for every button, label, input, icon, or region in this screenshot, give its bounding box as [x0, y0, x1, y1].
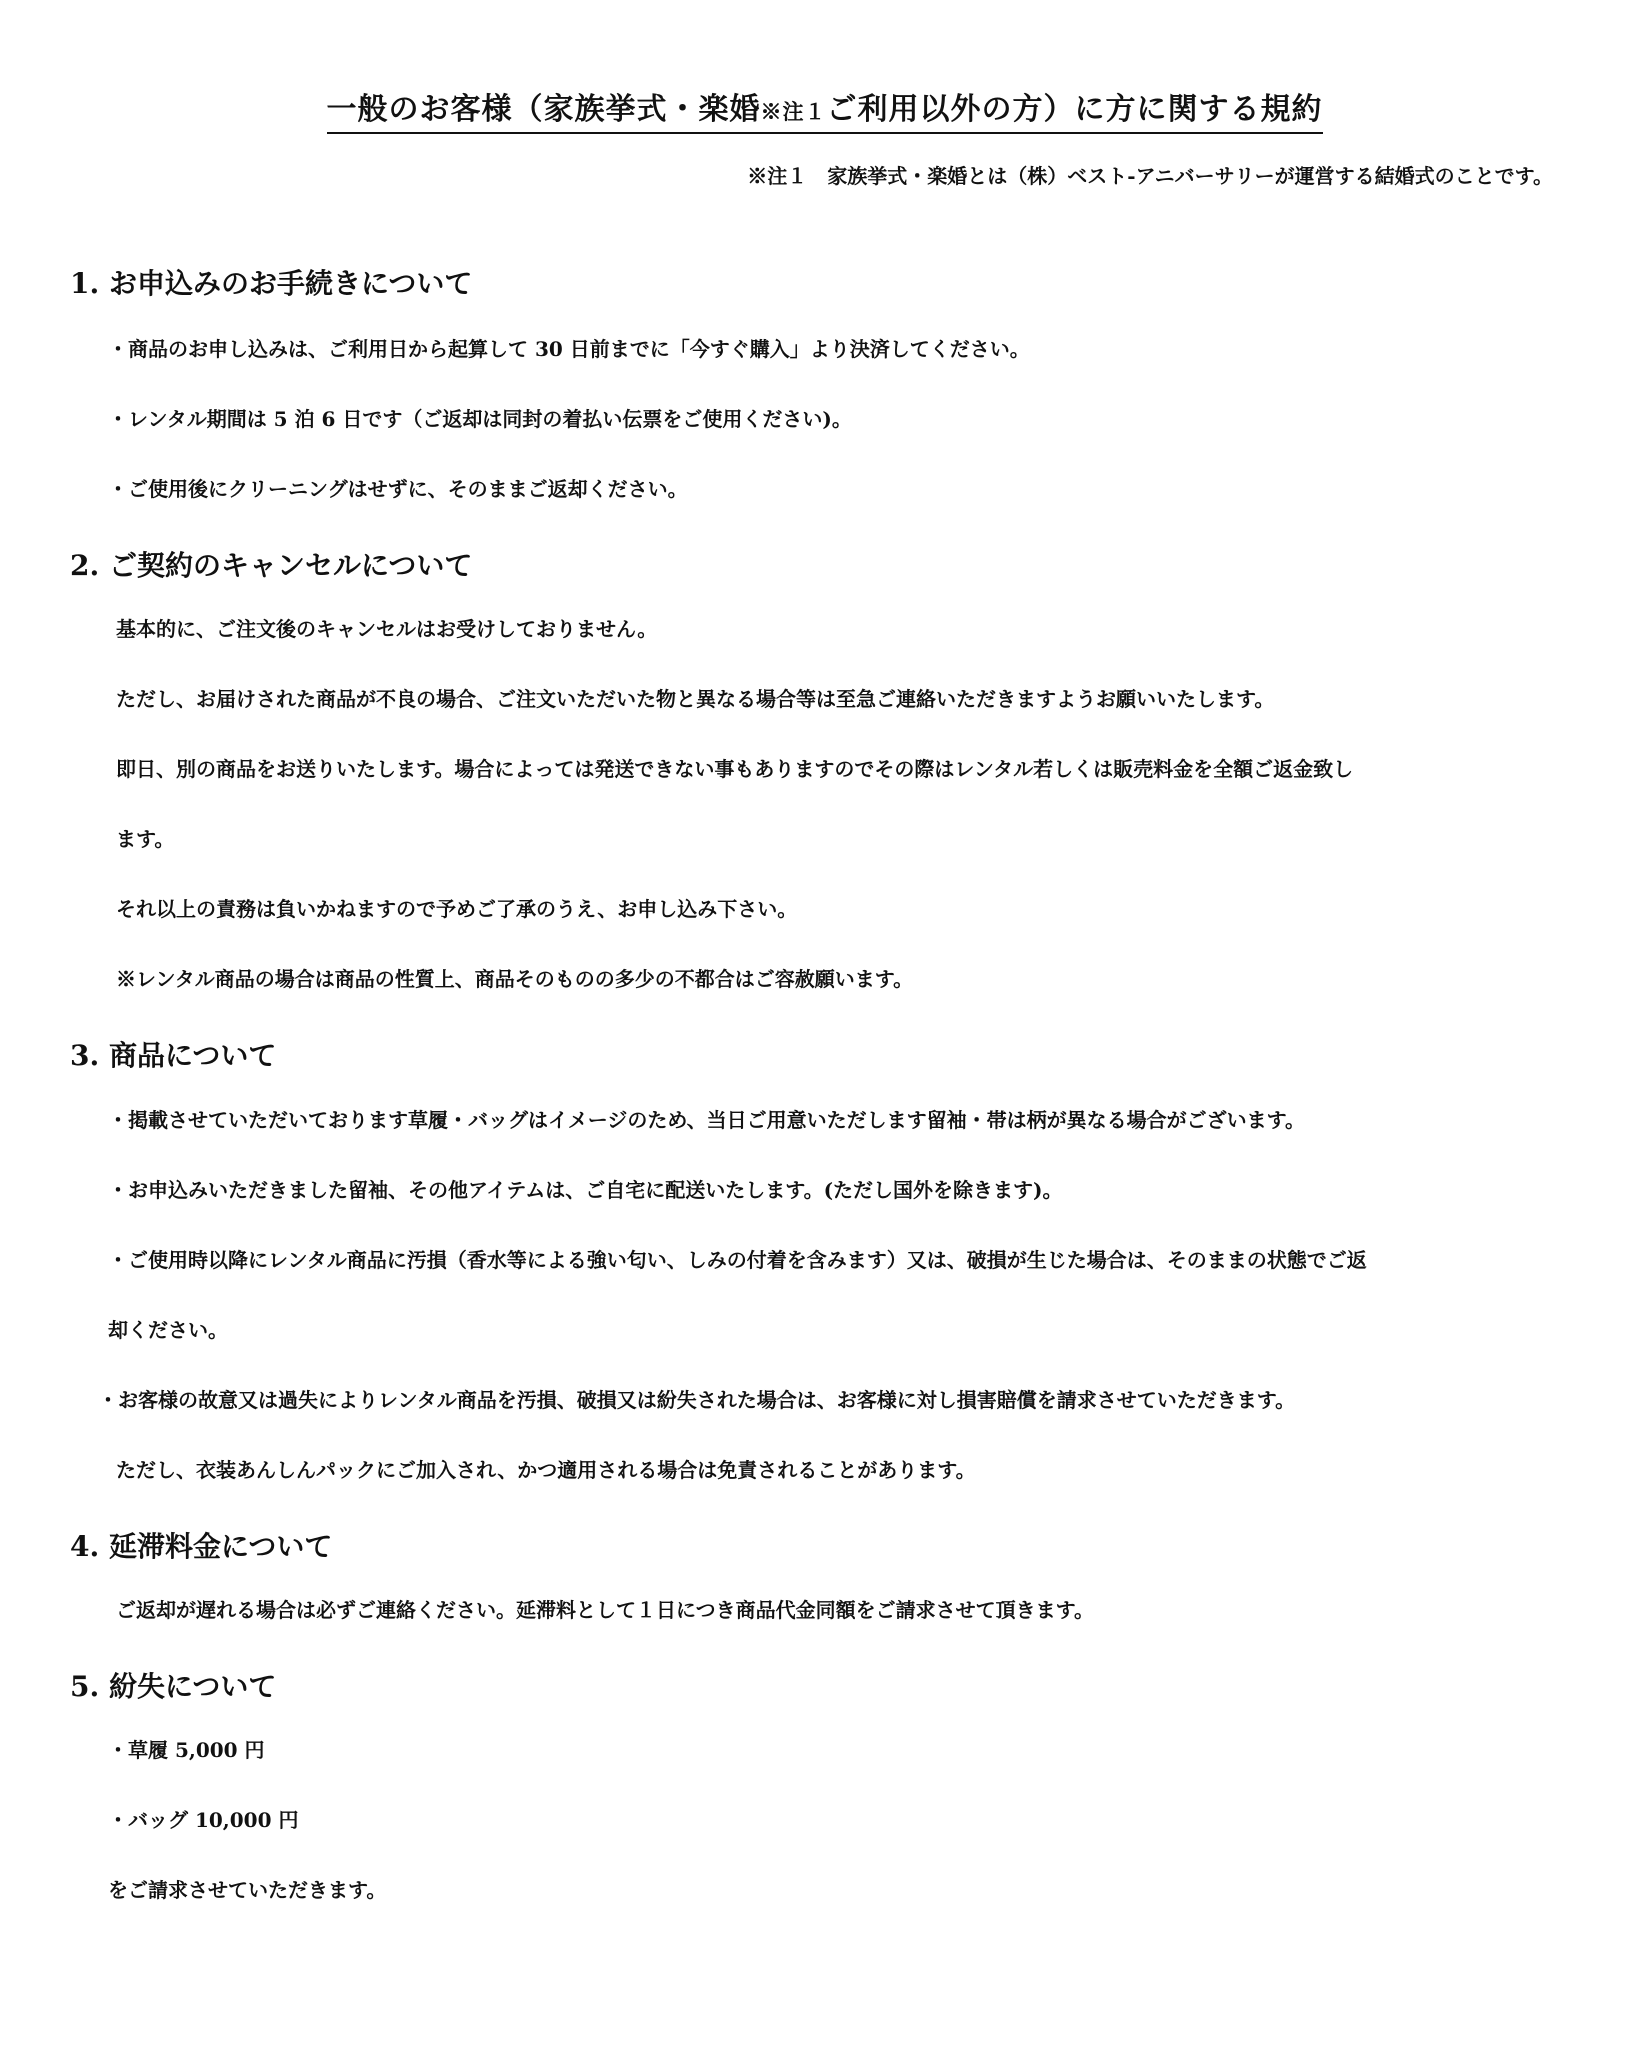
section-3-line-3: ・ご使用時以降にレンタル商品に汚損（香水等による強い匂い、しみの付着を含みます）又は、破損が生じた場合は、そのままの状態でご返 [108, 1248, 1367, 1272]
section-1-line-3: ・ご使用後にクリーニングはせずに、そのままご返却ください。 [108, 477, 688, 501]
section-3-line-4: 却ください。 [108, 1318, 228, 1342]
section-1-line-1: ・商品のお申し込みは、ご利用日から起算して 30 日前までに「今すぐ購入」より決済してください。 [108, 337, 1030, 361]
section-3-line-2: ・お申込みいただきました留袖、その他アイテムは、ご自宅に配送いたします。(ただし国外を除きます)。 [108, 1178, 1063, 1202]
section-2-line-6: ※レンタル商品の場合は商品の性質上、商品そのものの多少の不都合はご容赦願います。 [116, 967, 914, 991]
section-2-line-2: ただし、お届けされた商品が不良の場合、ご注文いただいた物と異なる場合等は至急ご連絡いただきますようお願いいたします。 [116, 687, 1275, 711]
title-container [0, 84, 1649, 134]
section-heading-3: 3. 商品について [70, 1039, 277, 1072]
title-note-ref: ※注１ [760, 99, 827, 124]
section-heading-5: 5. 紛失について [70, 1670, 277, 1703]
section-4-line-1: ご返却が遅れる場合は必ずご連絡ください。延滞料として１日につき商品代金同額をご請求させて頂きます。 [116, 1598, 1094, 1622]
page-title [327, 84, 1323, 134]
section-3-line-5: ・お客様の故意又は過失によりレンタル商品を汚損、破損又は紛失された場合は、お客様に対し損害賠償を請求させていただきます。 [98, 1388, 1296, 1412]
section-heading-2: 2. ご契約のキャンセルについて [70, 549, 473, 582]
footnote: ※注１ 家族挙式・楽婚とは（株）ベスト‐アニバーサリーが運営する結婚式のことです。 [747, 164, 1553, 188]
section-5-line-2: ・バッグ 10,000 円 [108, 1808, 299, 1832]
section-2-line-1: 基本的に、ご注文後のキャンセルはお受けしておりません。 [116, 617, 658, 641]
section-3-line-1: ・掲載させていただいております草履・バッグはイメージのため、当日ご用意いただします留袖・帯は柄が異なる場合がございます。 [108, 1108, 1305, 1132]
section-3-line-6: ただし、衣装あんしんパックにご加入され、かつ適用される場合は免責されることがあります。 [116, 1458, 976, 1482]
page-title-part-a: 一般のお客様（家族挙式・楽婚 [326, 92, 761, 127]
section-2-line-3: 即日、別の商品をお送りいたします。場合によっては発送できない事もありますのでその際はレンタル若しくは販売料金を全額ご返金致し [116, 757, 1354, 781]
section-heading-4: 4. 延滞料金について [70, 1530, 333, 1563]
section-heading-1: 1. お申込みのお手続きについて [70, 267, 473, 300]
section-1-line-2: ・レンタル期間は 5 泊 6 日です（ご返却は同封の着払い伝票をご使用ください)。 [108, 407, 852, 431]
section-2-line-4: ます。 [116, 827, 175, 851]
section-5-line-1: ・草履 5,000 円 [108, 1738, 265, 1762]
page-title-part-b: ご利用以外の方）に方に関する規約 [826, 92, 1323, 127]
section-5-line-3: をご請求させていただきます。 [108, 1878, 387, 1902]
section-2-line-5: それ以上の責務は負いかねますので予めご了承のうえ、お申し込み下さい。 [116, 897, 798, 921]
